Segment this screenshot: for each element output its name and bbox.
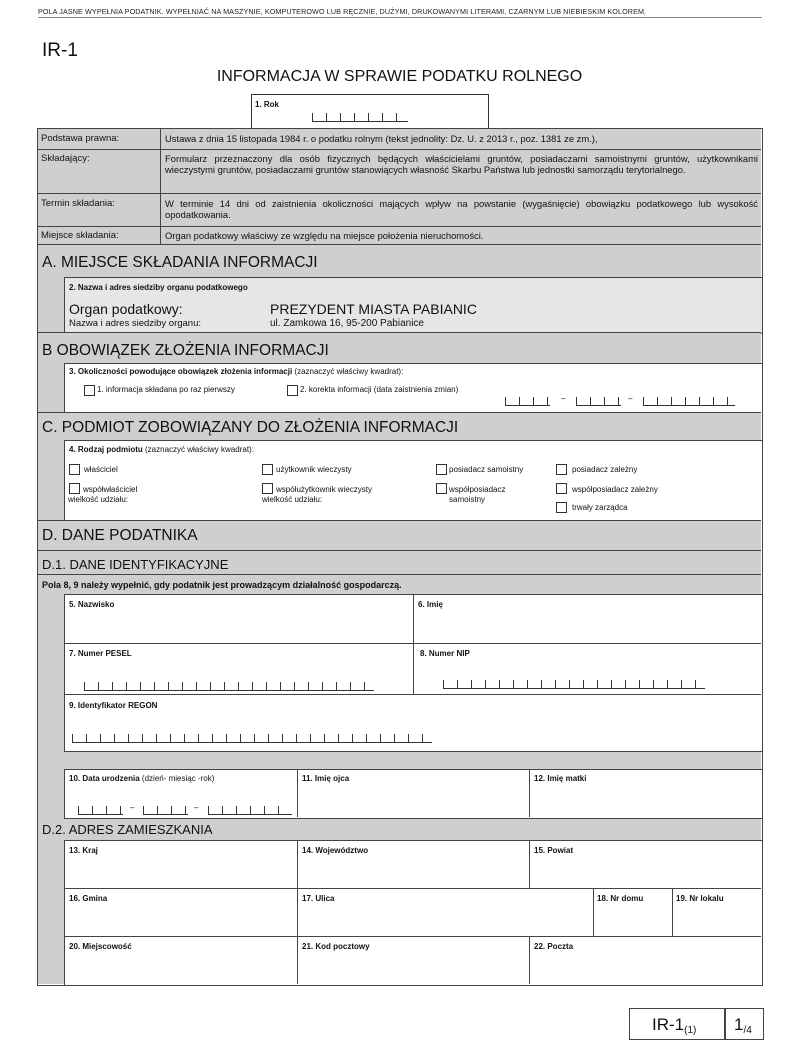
perpetual-user-label: użytkownik wieczysty — [276, 465, 352, 474]
entity-type-label — [69, 445, 254, 454]
county-input[interactable] — [532, 856, 759, 886]
birth-date-label-text: 10. Data urodzenia — [69, 774, 140, 783]
locality-input[interactable] — [66, 952, 295, 982]
info-label-submitter: Składający: — [41, 153, 90, 164]
info-text-deadline: W terminie 14 dni od zaistnienia okoliczności mających wpływ na powstanie (wygaśnięcie) obowiązku podatkowego lub wysokość opodatkowania. — [165, 198, 758, 221]
top-divider — [38, 17, 762, 18]
birth-month-boxes[interactable] — [143, 806, 188, 815]
correction-year-boxes[interactable] — [643, 397, 735, 406]
obligation-label — [69, 367, 403, 376]
independent-possessor-label: posiadacz samoistny — [449, 465, 524, 474]
footer-pages: /4 — [743, 1025, 752, 1036]
birth-day-boxes[interactable] — [78, 806, 123, 815]
co-perpetual-user-label: współużytkownik wieczysty — [276, 485, 373, 494]
row-divider — [38, 226, 761, 227]
info-label-deadline: Termin składania: — [41, 198, 115, 209]
date-separator: – — [130, 803, 135, 812]
voivodeship-label: 14. Województwo — [302, 846, 369, 855]
co-possessor-label: współposiadacz — [449, 485, 506, 494]
section-a-title: A. MIEJSCE SKŁADANIA INFORMACJI — [42, 254, 318, 271]
pesel-label: 7. Numer PESEL — [69, 649, 132, 658]
organ-sub-label: Nazwa i adres siedziby organu: — [69, 318, 202, 329]
field-divider — [529, 936, 530, 984]
correction-day-boxes[interactable] — [505, 397, 550, 406]
section-divider — [38, 244, 761, 245]
info-text-place: Organ podatkowy właściwy ze względu na miejsce położenia nieruchomości. — [165, 230, 484, 241]
field-divider — [64, 888, 761, 889]
dependent-possessor-label: posiadacz zależny — [572, 465, 638, 474]
father-name-input[interactable] — [300, 784, 527, 816]
footer-form-version: (1) — [684, 1025, 697, 1036]
co-perpetual-user-checkbox[interactable] — [262, 483, 273, 494]
field-divider — [413, 594, 414, 694]
footer-page-number — [734, 1015, 752, 1036]
entity-type-hint: (zaznaczyć właściwy kwadrat): — [145, 445, 254, 454]
field-divider — [64, 694, 761, 695]
organ-address: ul. Zamkowa 16, 95-200 Pabianice — [270, 318, 424, 329]
house-number-input[interactable] — [595, 904, 670, 934]
form-title: INFORMACJA W SPRAWIE PODATKU ROLNEGO — [216, 68, 583, 85]
co-possessor-sub-label: samoistny — [449, 495, 486, 504]
first-submission-checkbox[interactable] — [84, 385, 95, 396]
entity-type-label-text: 4. Rodzaj podmiotu — [69, 445, 143, 454]
permanent-administrator-checkbox[interactable] — [556, 502, 567, 513]
row-divider — [38, 193, 761, 194]
row-divider — [38, 149, 761, 150]
first-submission-label: 1. informacja składana po raz pierwszy — [97, 385, 235, 394]
form-id: IR-1 — [42, 40, 78, 61]
footer-page: 1 — [734, 1015, 744, 1034]
birth-date-label — [69, 774, 214, 783]
owner-checkbox[interactable] — [69, 464, 80, 475]
nip-digit-boxes[interactable] — [443, 680, 705, 689]
field-divider — [593, 888, 594, 936]
surname-label: 5. Nazwisko — [69, 600, 115, 609]
date-separator: – — [194, 803, 199, 812]
organ-label: Organ podatkowy: — [69, 301, 183, 317]
first-name-input[interactable] — [416, 610, 759, 642]
field-divider — [672, 888, 673, 936]
street-label: 17. Ulica — [302, 894, 335, 903]
postal-code-input[interactable] — [300, 952, 527, 982]
co-owner-checkbox[interactable] — [69, 483, 80, 494]
apartment-number-input[interactable] — [674, 904, 759, 934]
independent-possessor-checkbox[interactable] — [436, 464, 447, 475]
apartment-number-label: 19. Nr lokalu — [676, 894, 724, 903]
field-divider — [529, 840, 530, 888]
d2-title: D.2. ADRES ZAMIESZKANIA — [42, 822, 213, 837]
date-separator: – — [628, 394, 633, 403]
info-text-legal: Ustawa z dnia 15 listopada 1984 r. o podatku rolnym (tekst jednolity: Dz. U. z 2013 r., poz. 1381 ze zm.), — [165, 133, 598, 144]
nip-label: 8. Numer NIP — [420, 649, 470, 658]
section-divider — [38, 520, 761, 521]
year-digit-boxes[interactable] — [312, 113, 408, 122]
d1-title: D.1. DANE IDENTYFIKACYJNE — [42, 557, 229, 572]
locality-label: 20. Miejscowość — [69, 942, 132, 951]
obligation-label-text: 3. Okoliczności powodujące obowiązek złożenia informacji — [69, 367, 293, 376]
regon-label: 9. Identyfikator REGON — [69, 701, 158, 710]
info-label-place: Miejsce składania: — [41, 230, 119, 241]
correction-month-boxes[interactable] — [576, 397, 621, 406]
footer-form-name: IR-1 — [652, 1015, 685, 1034]
dependent-possessor-checkbox[interactable] — [556, 464, 567, 475]
info-label-legal: Podstawa prawna: — [41, 133, 120, 144]
year-label: 1. Rok — [255, 100, 280, 109]
section-divider — [38, 332, 761, 333]
date-separator: – — [561, 394, 566, 403]
owner-label: właściciel — [84, 465, 118, 474]
voivodeship-input[interactable] — [300, 856, 527, 886]
postal-code-label: 21. Kod pocztowy — [302, 942, 370, 951]
post-office-input[interactable] — [532, 952, 759, 982]
fill-instructions: POLA JASNE WYPEŁNIA PODATNIK. WYPEŁNIAĆ NA MASZYNIE, KOMPUTEROWO LUB RĘCZNIE, DUŻYMI, DRUKOWANYMI LITERAMI, CZARNYM LUB NIEBIESKIM KOLOREM. — [38, 7, 647, 16]
correction-checkbox[interactable] — [287, 385, 298, 396]
permanent-administrator-label: trwały zarządca — [572, 503, 628, 512]
country-input[interactable] — [66, 856, 295, 886]
d1-note: Pola 8, 9 należy wypełnić, gdy podatnik jest prowadzącym działalność gospodarczą. — [42, 580, 402, 590]
co-owner-share-label: wielkość udziału: — [68, 495, 129, 504]
field-divider — [297, 769, 298, 817]
co-possessor-checkbox[interactable] — [436, 483, 447, 494]
year-field[interactable] — [251, 94, 489, 129]
info-text-submitter: Formularz przeznaczony dla osób fizycznych będących właścicielami gruntów, posiadaczami samoistnymi gruntów, użytkownikami wieczystymi gruntów, posiadaczami gruntów stanowiących własność Skarbu Państwa lub jednostki samorządu terytorialnego. — [165, 153, 758, 176]
correction-label: 2. korekta informacji (data zaistnienia zmian) — [300, 385, 459, 394]
regon-digit-boxes[interactable] — [72, 734, 432, 743]
birth-date-hint: (dzień- miesiąc -rok) — [141, 774, 215, 783]
birth-year-boxes[interactable] — [208, 806, 292, 815]
section-b-title: B OBOWIĄZEK ZŁOŻENIA INFORMACJI — [42, 342, 329, 359]
co-dependent-possessor-label: współposiadacz zależny — [572, 485, 658, 494]
father-name-label: 11. Imię ojca — [302, 774, 350, 783]
field-divider — [297, 840, 298, 984]
street-input[interactable] — [300, 904, 591, 934]
pesel-digit-boxes[interactable] — [84, 682, 374, 691]
footer-form-id — [652, 1015, 696, 1036]
mother-name-input[interactable] — [532, 784, 759, 816]
mother-name-label: 12. Imię matki — [534, 774, 587, 783]
section-divider — [38, 574, 761, 575]
post-office-label: 22. Poczta — [534, 942, 574, 951]
field-divider — [64, 936, 761, 937]
surname-input[interactable] — [66, 610, 411, 642]
section-divider — [38, 412, 761, 413]
municipality-label: 16. Gmina — [69, 894, 108, 903]
obligation-hint: (zaznaczyć właściwy kwadrat): — [294, 367, 404, 376]
co-dependent-possessor-checkbox[interactable] — [556, 483, 567, 494]
country-label: 13. Kraj — [69, 846, 98, 855]
section-d-title: D. DANE PODATNIKA — [42, 527, 198, 544]
section-divider — [38, 550, 761, 551]
section-c-title: C. PODMIOT ZOBOWIĄZANY DO ZŁOŻENIA INFORMACJI — [42, 419, 459, 436]
organ-name: PREZYDENT MIASTA PABIANIC — [270, 301, 477, 317]
co-perpetual-share-label: wielkość udziału: — [262, 495, 323, 504]
house-number-label: 18. Nr domu — [597, 894, 644, 903]
county-label: 15. Powiat — [534, 846, 574, 855]
co-owner-label: współwłaściciel — [83, 485, 138, 494]
perpetual-user-checkbox[interactable] — [262, 464, 273, 475]
first-name-label: 6. Imię — [418, 600, 443, 609]
field-divider — [529, 769, 530, 817]
tax-office-label: 2. Nazwa i adres siedziby organu podatkowego — [69, 283, 248, 292]
municipality-input[interactable] — [66, 904, 295, 934]
